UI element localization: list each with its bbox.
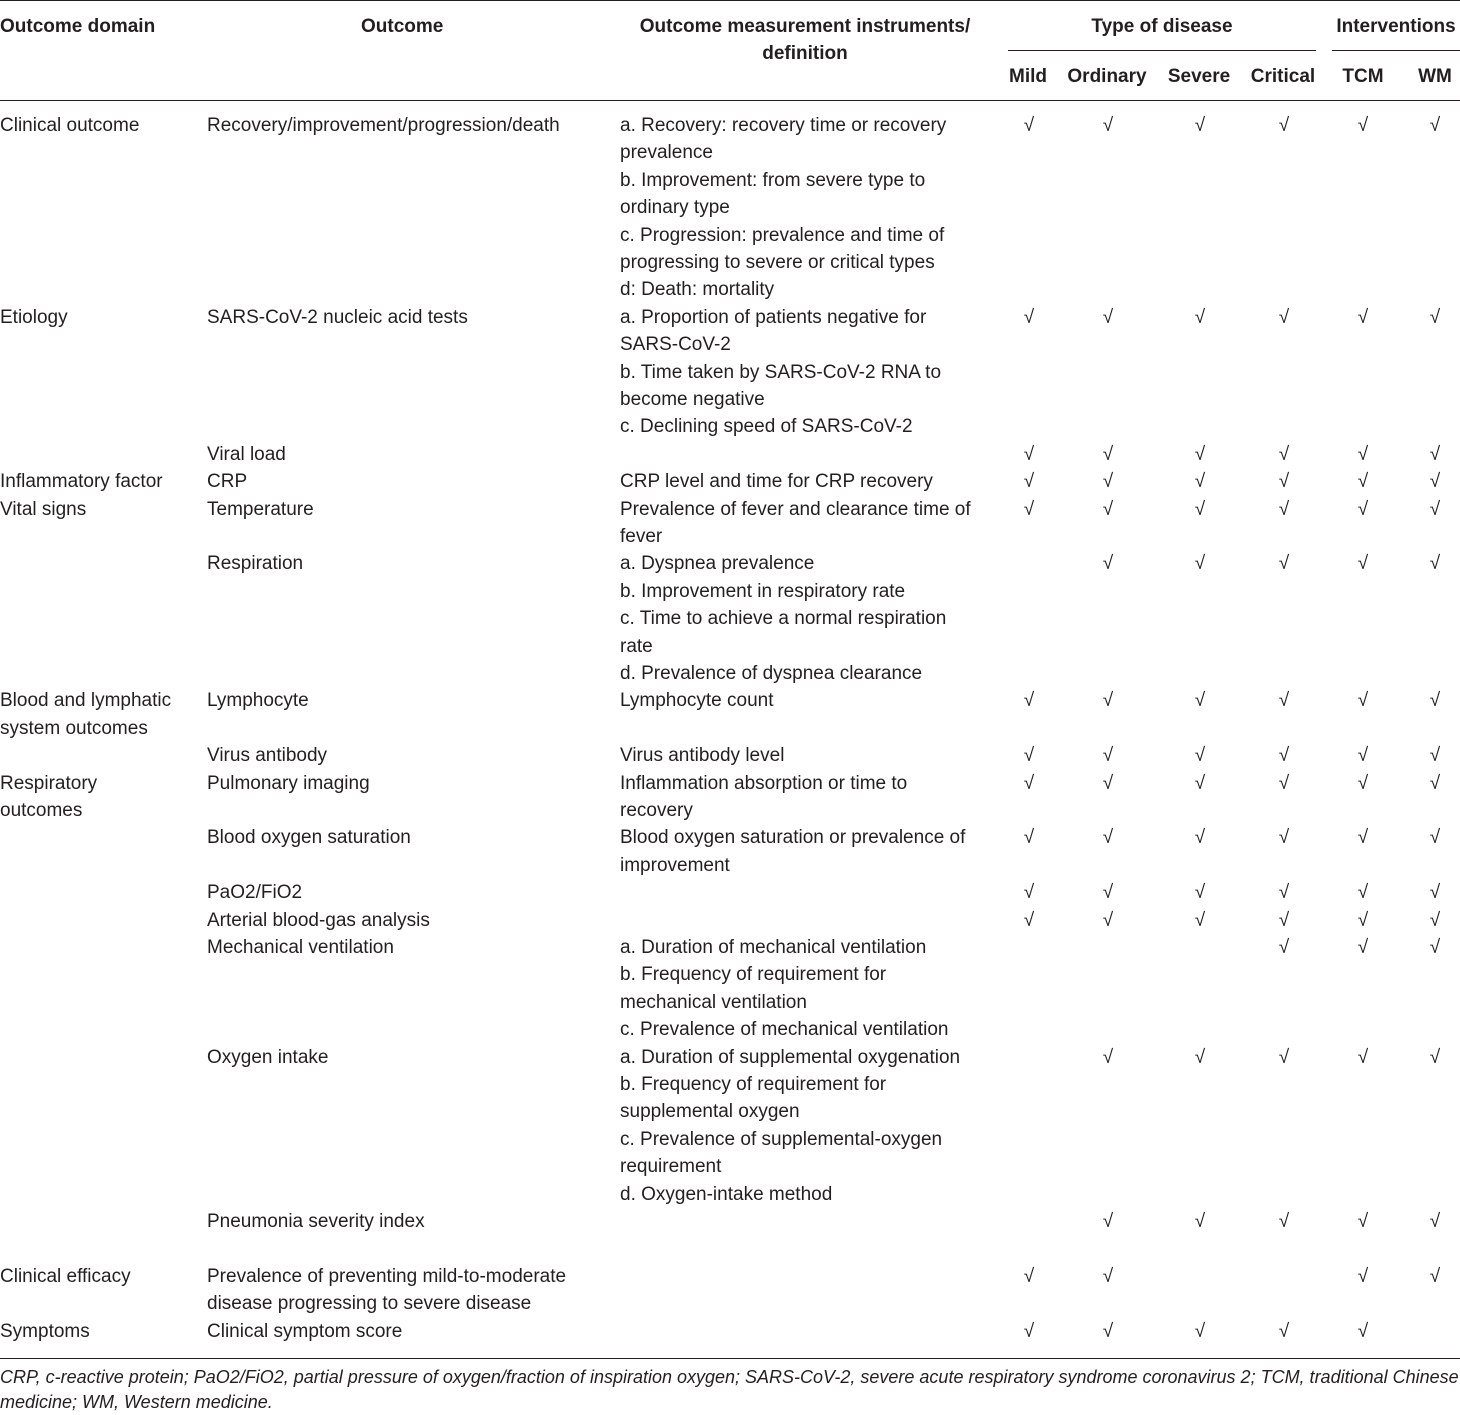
cell-definition: improvement (620, 854, 730, 876)
check-mark-tcm: √ (1357, 1211, 1369, 1232)
check-mark-mild: √ (1023, 745, 1035, 767)
cell-outcome: disease progressing to severe disease (207, 1293, 532, 1315)
check-mark-tcm: √ (1357, 471, 1369, 493)
cell-definition: CRP level and time for CRP recovery (620, 471, 933, 493)
cell-definition: ordinary type (620, 197, 730, 219)
table-footnote: CRP, c-reactive protein; PaO2/FiO2, partial pressure of oxygen/fraction of inspiration oxygen; SARS-CoV-2, severe acute respiratory syndrome coronavirus 2; TCM, traditional Chinese medicine; WM, Western medicine. (0, 1367, 1459, 1412)
check-mark-severe: √ (1194, 745, 1206, 767)
check-mark-tcm: √ (1357, 937, 1369, 958)
cell-outcome: CRP (207, 471, 248, 493)
cell-definition: c. Declining speed of SARS-CoV-2 (620, 416, 913, 438)
cell-outcome: Lymphocyte (207, 690, 309, 712)
cell-outcome: PaO2/FiO2 (207, 882, 303, 904)
cell-definition: d. Oxygen-intake method (620, 1183, 833, 1205)
header-tcm: TCM (1342, 66, 1384, 87)
cell-definition: progressing to severe or critical types (620, 252, 935, 273)
cell-outcome: Temperature (207, 498, 314, 520)
check-mark-ordinary: √ (1102, 443, 1114, 465)
cell-definition: Virus antibody level (620, 745, 785, 767)
check-mark-severe: √ (1194, 1211, 1206, 1232)
check-mark-tcm: √ (1357, 745, 1369, 767)
cell-definition: b. Improvement: from severe type to (620, 169, 926, 191)
check-mark-critical: √ (1278, 937, 1290, 958)
check-mark-wm: √ (1429, 1046, 1441, 1068)
check-mark-severe: √ (1194, 1320, 1206, 1342)
check-mark-severe: √ (1194, 498, 1206, 520)
check-mark-ordinary: √ (1102, 1320, 1114, 1342)
check-mark-severe: √ (1194, 443, 1206, 465)
check-mark-severe: √ (1194, 827, 1206, 849)
check-mark-tcm: √ (1357, 115, 1369, 136)
check-mark-wm: √ (1429, 1265, 1441, 1287)
check-mark-mild: √ (1023, 306, 1035, 328)
check-mark-mild: √ (1023, 1320, 1035, 1342)
cell-definition: b. Frequency of requirement for (620, 964, 887, 986)
check-mark-critical: √ (1278, 553, 1290, 575)
check-mark-ordinary: √ (1102, 827, 1114, 849)
check-mark-critical: √ (1278, 471, 1290, 493)
check-mark-wm: √ (1429, 471, 1441, 493)
check-mark-critical: √ (1278, 1046, 1290, 1068)
header-bottom-rule (0, 100, 1460, 101)
check-mark-tcm: √ (1357, 553, 1369, 575)
check-mark-tcm: √ (1357, 306, 1369, 328)
cell-domain: Clinical outcome (0, 115, 140, 136)
check-mark-tcm: √ (1357, 909, 1369, 931)
check-mark-wm: √ (1429, 827, 1441, 849)
check-mark-ordinary: √ (1102, 306, 1114, 328)
check-mark-tcm: √ (1357, 690, 1369, 712)
check-mark-mild: √ (1023, 498, 1035, 520)
cell-definition: d. Prevalence of dyspnea clearance (620, 663, 923, 684)
check-mark-tcm: √ (1357, 1046, 1369, 1068)
check-mark-wm: √ (1429, 909, 1441, 931)
header-interventions: Interventions (1336, 16, 1456, 37)
check-mark-mild: √ (1023, 471, 1035, 493)
check-mark-severe: √ (1194, 882, 1206, 904)
header-wm: WM (1418, 66, 1452, 87)
cell-outcome: Recovery/improvement/progression/death (207, 115, 560, 136)
cell-definition: b. Time taken by SARS-CoV-2 RNA to (620, 361, 942, 383)
cell-definition: a. Recovery: recovery time or recovery (620, 115, 947, 136)
check-mark-critical: √ (1278, 1211, 1290, 1232)
check-mark-wm: √ (1429, 306, 1441, 328)
cell-outcome: Pneumonia severity index (207, 1211, 425, 1232)
check-mark-mild: √ (1023, 827, 1035, 849)
cell-domain: Respiratory (0, 772, 98, 794)
cell-definition: recovery (620, 800, 693, 821)
cell-domain: system outcomes (0, 717, 148, 739)
cell-definition: a. Proportion of patients negative for (620, 306, 927, 328)
check-mark-critical: √ (1278, 882, 1290, 904)
check-mark-ordinary: √ (1102, 471, 1114, 493)
check-mark-ordinary: √ (1102, 1211, 1114, 1232)
cell-domain: Blood and lymphatic (0, 690, 172, 712)
check-mark-ordinary: √ (1102, 909, 1114, 931)
check-mark-critical: √ (1278, 827, 1290, 849)
cell-definition: supplemental oxygen (620, 1101, 800, 1123)
cell-definition: Lymphocyte count (620, 690, 774, 712)
check-mark-wm: √ (1429, 443, 1441, 465)
check-mark-wm: √ (1429, 745, 1441, 767)
cell-outcome: Blood oxygen saturation (207, 827, 411, 849)
check-mark-critical: √ (1278, 115, 1290, 136)
header-mild: Mild (1009, 66, 1047, 87)
cell-outcome: Mechanical ventilation (207, 937, 394, 958)
check-mark-critical: √ (1278, 443, 1290, 465)
check-mark-severe: √ (1194, 115, 1206, 136)
check-mark-wm: √ (1429, 772, 1441, 794)
cell-definition: a. Duration of supplemental oxygenation (620, 1046, 961, 1068)
check-mark-tcm: √ (1357, 498, 1369, 520)
header-ordinary: Ordinary (1067, 66, 1147, 87)
check-mark-severe: √ (1194, 690, 1206, 712)
cell-definition: c. Prevalence of supplemental-oxygen (620, 1128, 943, 1150)
cell-outcome: Prevalence of preventing mild-to-moderate (207, 1265, 567, 1287)
check-mark-critical: √ (1278, 306, 1290, 328)
cell-definition: c. Progression: prevalence and time of (620, 224, 945, 246)
cell-outcome: Virus antibody (207, 745, 328, 767)
check-mark-mild: √ (1023, 1265, 1035, 1287)
check-mark-wm: √ (1429, 553, 1441, 575)
check-mark-wm: √ (1429, 937, 1441, 958)
check-mark-wm: √ (1429, 690, 1441, 712)
check-mark-ordinary: √ (1102, 1265, 1114, 1287)
check-mark-severe: √ (1194, 471, 1206, 493)
check-mark-ordinary: √ (1102, 553, 1114, 575)
check-mark-tcm: √ (1357, 1265, 1369, 1287)
header-instruments-line-2: definition (762, 43, 848, 64)
table-top-rule (0, 0, 1460, 1)
cell-domain: Inflammatory factor (0, 471, 163, 493)
check-mark-severe: √ (1194, 553, 1206, 575)
cell-domain: Clinical efficacy (0, 1265, 131, 1287)
cell-outcome: Arterial blood-gas analysis (207, 909, 430, 931)
check-mark-severe: √ (1194, 909, 1206, 931)
table-bottom-rule (0, 1358, 1460, 1359)
check-mark-wm: √ (1429, 498, 1441, 520)
cell-definition: a. Dyspnea prevalence (620, 553, 815, 575)
check-mark-mild: √ (1023, 443, 1035, 465)
header-severe: Severe (1167, 66, 1231, 87)
interventions-group-rule (1332, 50, 1460, 51)
check-mark-ordinary: √ (1102, 1046, 1114, 1068)
header-critical: Critical (1250, 66, 1316, 87)
check-mark-tcm: √ (1357, 827, 1369, 849)
check-mark-tcm: √ (1357, 443, 1369, 465)
header-outcome-domain: Outcome domain (0, 16, 156, 37)
cell-definition: Prevalence of fever and clearance time of (620, 498, 971, 520)
check-mark-wm: √ (1429, 882, 1441, 904)
cell-domain: outcomes (0, 800, 83, 821)
check-mark-ordinary: √ (1102, 498, 1114, 520)
check-mark-critical: √ (1278, 1320, 1290, 1342)
cell-definition: SARS-CoV-2 (620, 334, 731, 356)
check-mark-tcm: √ (1357, 772, 1369, 794)
check-mark-critical: √ (1278, 745, 1290, 767)
cell-definition: rate (620, 635, 653, 657)
cell-definition: become negative (620, 389, 765, 410)
cell-definition: c. Time to achieve a normal respiration (620, 608, 947, 630)
check-mark-mild: √ (1023, 882, 1035, 904)
cell-outcome: Respiration (207, 553, 304, 575)
check-mark-ordinary: √ (1102, 882, 1114, 904)
check-mark-ordinary: √ (1102, 115, 1114, 136)
cell-outcome: SARS-CoV-2 nucleic acid tests (207, 306, 468, 328)
check-mark-severe: √ (1194, 1046, 1206, 1068)
cell-outcome: Clinical symptom score (207, 1320, 403, 1342)
cell-domain: Vital signs (0, 498, 87, 520)
check-mark-mild: √ (1023, 115, 1035, 136)
cell-outcome: Viral load (207, 443, 286, 465)
cell-definition: mechanical ventilation (620, 991, 807, 1013)
header-outcome: Outcome (361, 16, 444, 37)
check-mark-ordinary: √ (1102, 745, 1114, 767)
cell-definition: Blood oxygen saturation or prevalence of (620, 827, 966, 849)
cell-definition: a. Duration of mechanical ventilation (620, 937, 927, 958)
check-mark-critical: √ (1278, 690, 1290, 712)
check-mark-critical: √ (1278, 498, 1290, 520)
check-mark-wm: √ (1429, 1211, 1441, 1232)
cell-definition: b. Improvement in respiratory rate (620, 580, 906, 602)
check-mark-critical: √ (1278, 772, 1290, 794)
cell-definition: c. Prevalence of mechanical ventilation (620, 1019, 949, 1041)
cell-definition: fever (620, 526, 663, 547)
cell-definition: Inflammation absorption or time to (620, 772, 908, 794)
check-mark-mild: √ (1023, 690, 1035, 712)
check-mark-mild: √ (1023, 909, 1035, 931)
cell-domain: Symptoms (0, 1320, 90, 1342)
cell-definition: requirement (620, 1156, 722, 1178)
check-mark-mild: √ (1023, 772, 1035, 794)
check-mark-tcm: √ (1357, 1320, 1369, 1342)
check-mark-critical: √ (1278, 909, 1290, 931)
header-instruments-line-1: Outcome measurement instruments/ (639, 16, 971, 37)
type-group-rule (1008, 50, 1316, 51)
cell-definition: prevalence (620, 142, 713, 164)
cell-domain: Etiology (0, 306, 68, 328)
cell-definition: b. Frequency of requirement for (620, 1074, 887, 1095)
cell-definition: d: Death: mortality (620, 279, 775, 301)
cell-outcome: Pulmonary imaging (207, 772, 370, 794)
header-type-of-disease: Type of disease (1091, 16, 1233, 37)
check-mark-severe: √ (1194, 306, 1206, 328)
check-mark-ordinary: √ (1102, 690, 1114, 712)
check-mark-wm: √ (1429, 115, 1441, 136)
cell-outcome: Oxygen intake (207, 1046, 329, 1068)
check-mark-ordinary: √ (1102, 772, 1114, 794)
check-mark-tcm: √ (1357, 882, 1369, 904)
check-mark-severe: √ (1194, 772, 1206, 794)
